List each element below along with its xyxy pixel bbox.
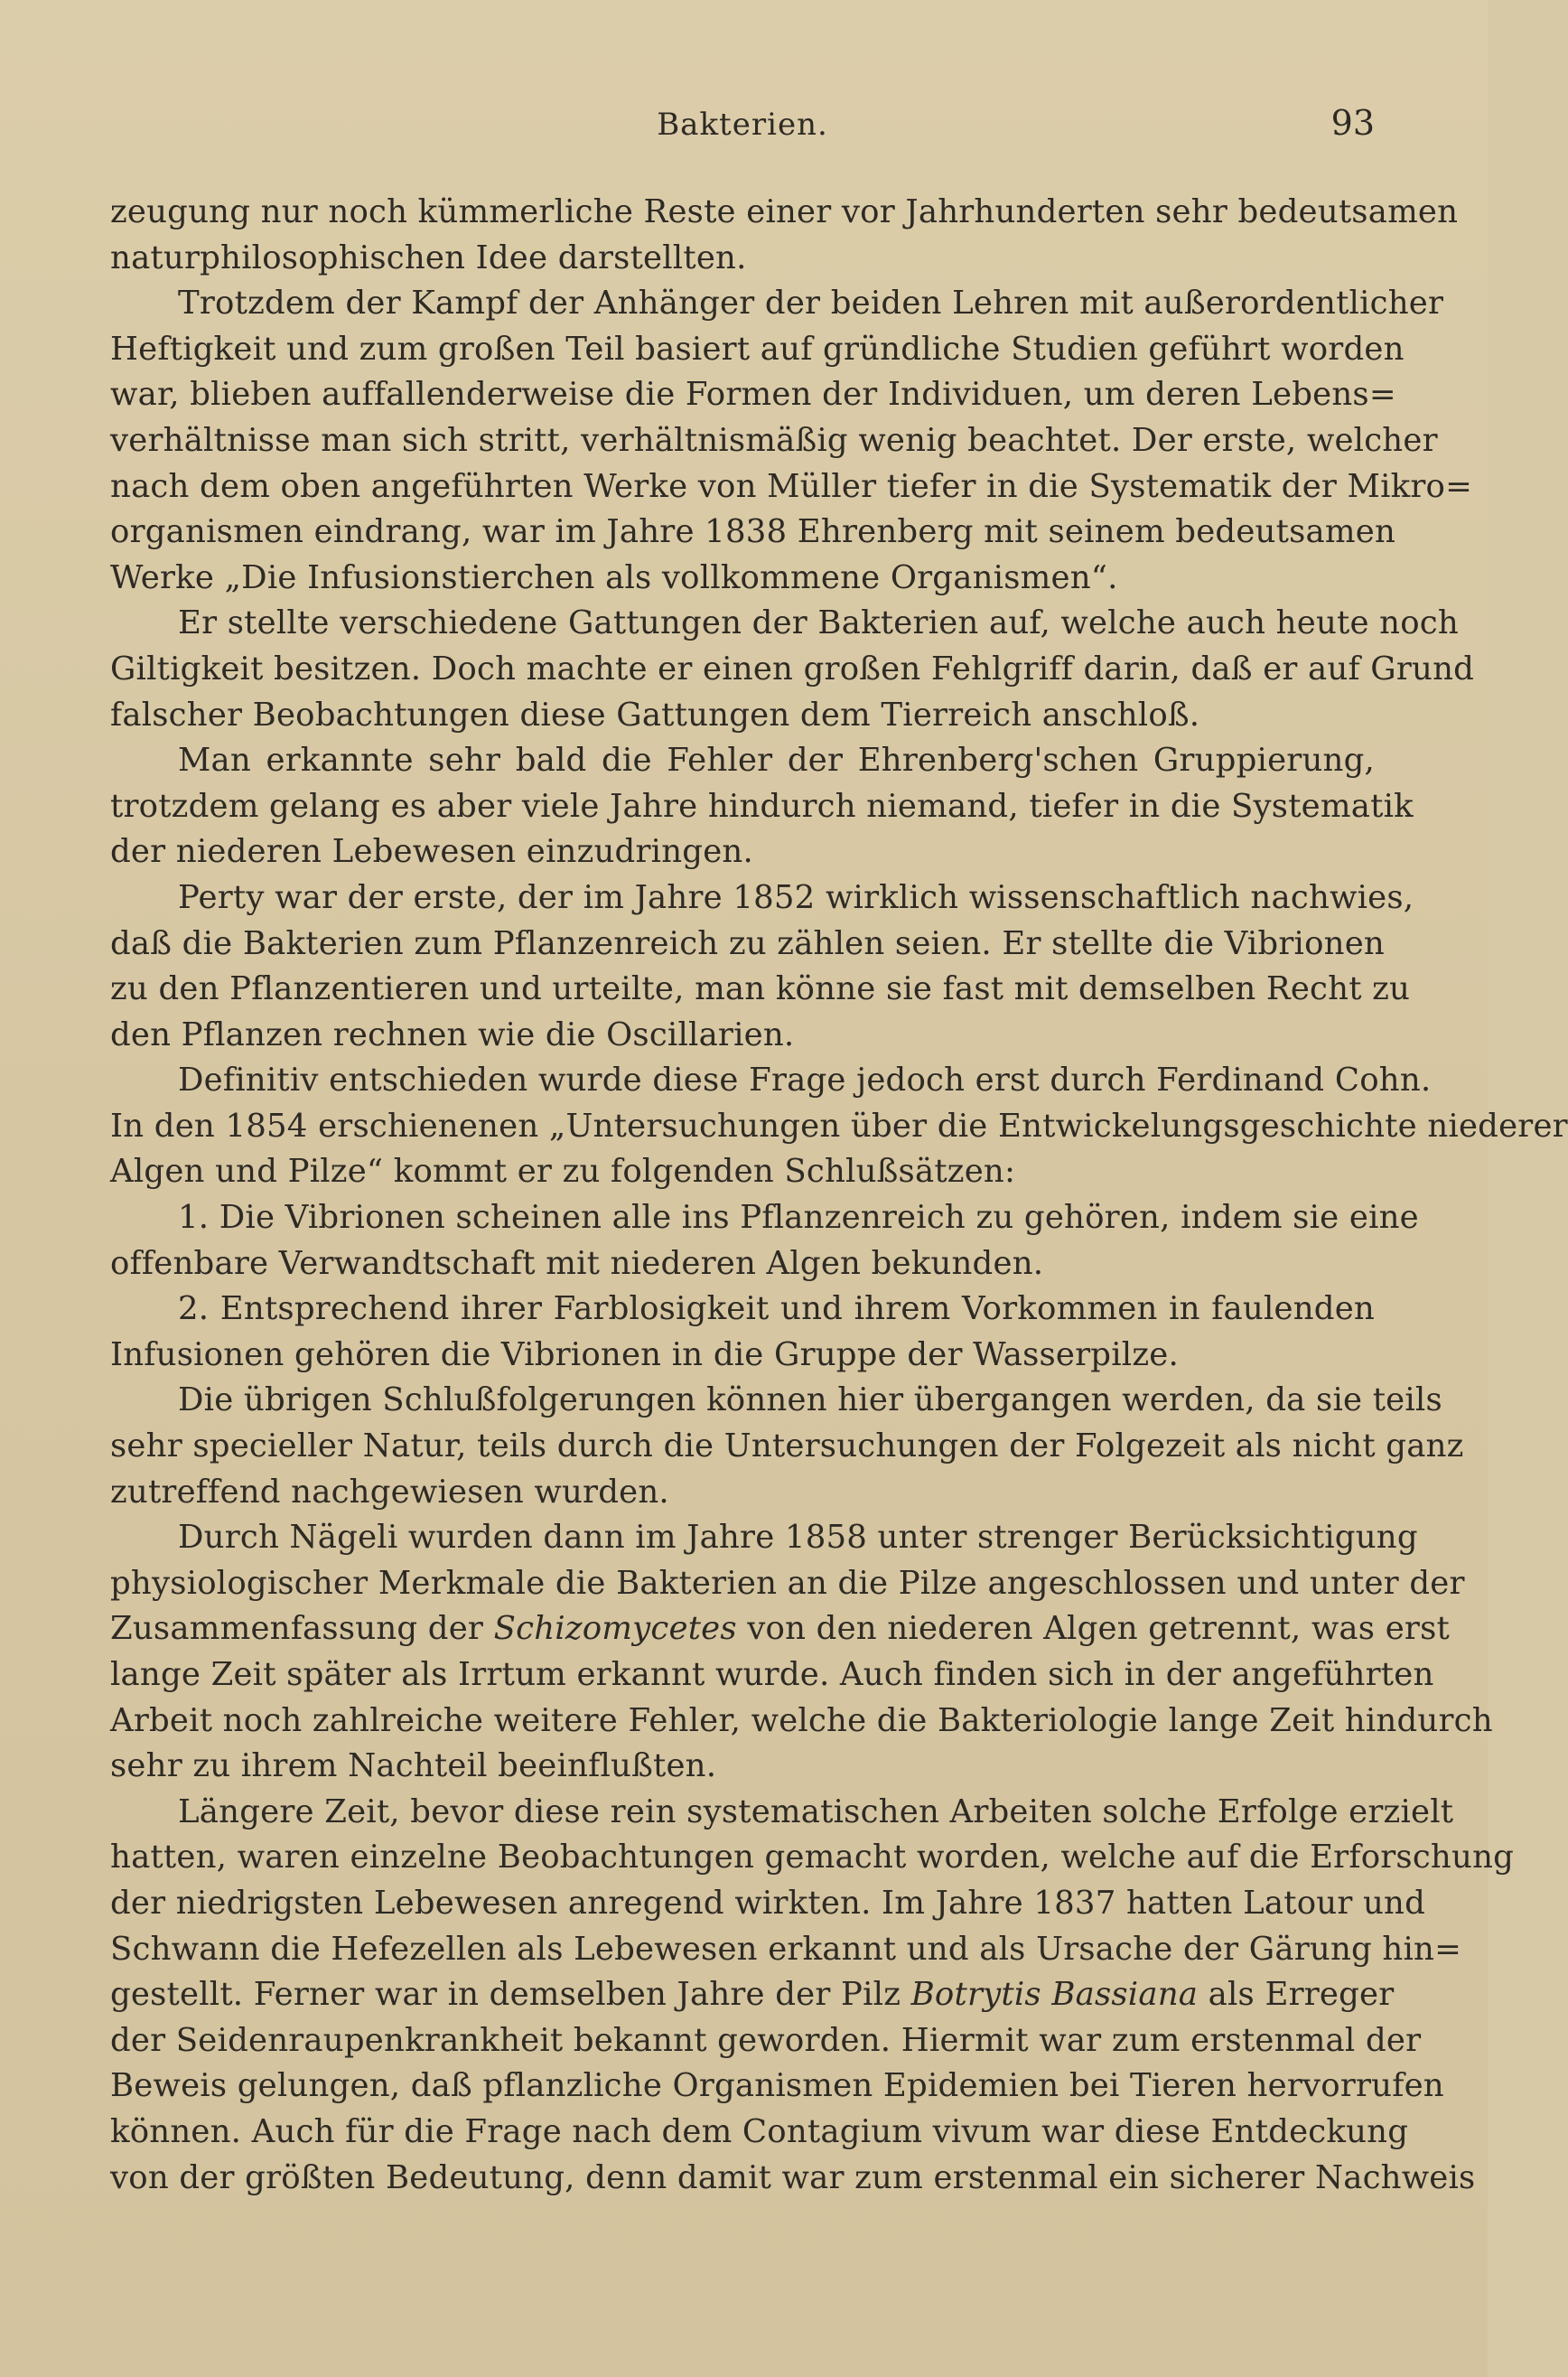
page-header	[110, 103, 1375, 150]
text-line	[110, 693, 1375, 739]
text-line-content: daß die Bakterien zum Pflanzenreich zu zählen seien. Er stellte die Vibrionen	[110, 924, 1385, 962]
text-line-content: den Pflanzen rechnen wie die Oscillarien.	[110, 1015, 795, 1053]
text-line	[110, 2063, 1444, 2110]
italic-term: Schizomycetes	[493, 1610, 737, 1648]
text-line-content: von der größten Bedeutung, denn damit war zum erstenmal ein sicherer Nachweis	[110, 2158, 1476, 2196]
text-line-continuation: als Erreger	[1198, 1976, 1395, 2014]
text-line	[110, 922, 1385, 968]
text-line-content: zeugung nur noch kümmerliche Reste einer vor Jahrhunderten sehr bedeutsamen	[110, 193, 1459, 230]
text-line-content: Giltigkeit besitzen. Doch machte er einen großen Fehlgriff darin, daß er auf Grund	[110, 650, 1475, 688]
text-line	[110, 1744, 1375, 1790]
text-line-content: Die übrigen Schlußfolgerungen können hier übergangen werden, da sie teils	[178, 1381, 1442, 1419]
text-line	[110, 784, 1414, 830]
text-line-content: war, blieben auffallenderweise die Formen der Individuen, um deren Lebens=	[110, 376, 1396, 414]
text-line	[110, 967, 1411, 1013]
text-line-content: naturphilosophischen Idee darstellten.	[110, 239, 747, 276]
text-line	[110, 1972, 1395, 2018]
text-line-content: Er stellte verschiedene Gattungen der Bakterien auf, welche auch heute noch	[178, 604, 1459, 642]
text-line	[110, 236, 1375, 282]
text-line	[110, 1927, 1462, 1973]
text-line	[110, 510, 1396, 556]
text-line	[110, 1561, 1465, 1607]
text-line-content: nach dem oben angeführten Werke von Müller tiefer in die Systematik der Mikro=	[110, 467, 1473, 505]
text-line	[110, 1699, 1493, 1745]
text-line	[110, 1424, 1464, 1470]
text-line	[110, 372, 1396, 418]
text-line-content: 1. Die Vibrionen scheinen alle ins Pflanzenreich zu gehören, indem sie eine	[178, 1199, 1419, 1237]
text-line-content: sehr specieller Natur, teils durch die Untersuchungen der Folgezeit als nicht ganz	[110, 1427, 1464, 1465]
text-line	[110, 1470, 1375, 1516]
text-line	[110, 464, 1473, 510]
text-line-content: In den 1854 erschienenen „Untersuchungen über die Entwickelungsgeschichte niederer	[110, 1107, 1568, 1145]
text-line-content: Zusammenfassung der	[110, 1610, 484, 1648]
text-line	[110, 556, 1375, 602]
text-line-content: gestellt. Ferner war in demselben Jahre der Pilz	[110, 1976, 901, 2014]
text-line	[110, 2156, 1476, 2202]
text-line-content: verhältnisse man sich stritt, verhältnismäßig wenig beachtet. Der erste, welcher	[110, 421, 1438, 459]
text-line-content: Infusionen gehören die Vibrionen in die Gruppe der Wasserpilze.	[110, 1335, 1179, 1373]
text-line-content: physiologischer Merkmale die Bakterien an die Pilze angeschlossen und unter der	[110, 1564, 1465, 1602]
text-line-content: Perty war der erste, der im Jahre 1852 wirklich wissenschaftlich nachwies,	[178, 878, 1414, 916]
text-line	[110, 829, 1375, 875]
text-line-content: Längere Zeit, bevor diese rein systematischen Arbeiten solche Erfolge erzielt	[178, 1792, 1454, 1830]
text-line-content: Werke „Die Infusionstierchen als vollkommene Organismen“.	[110, 558, 1118, 596]
text-line	[110, 327, 1405, 373]
text-line	[110, 738, 1375, 784]
text-line	[110, 281, 1444, 327]
text-line-content: sehr zu ihrem Nachteil beeinflußten.	[110, 1747, 717, 1785]
text-line-content: zutreffend nachgewiesen wurden.	[110, 1473, 669, 1511]
text-line-content: Beweis gelungen, daß pflanzliche Organismen Epidemien bei Tieren hervorrufen	[110, 2067, 1444, 2105]
text-line-content: trotzdem gelang es aber viele Jahre hindurch niemand, tiefer in die Systematik	[110, 787, 1414, 825]
text-line-content: offenbare Verwandtschaft mit niederen Algen bekunden.	[110, 1244, 1044, 1282]
text-line-content: Heftigkeit und zum großen Teil basiert auf gründliche Studien geführt worden	[110, 330, 1405, 368]
text-line-continuation: von den niederen Algen getrennt, was erst	[736, 1610, 1450, 1648]
page-number: 93	[1330, 103, 1375, 143]
text-line-content: Definitiv entschieden wurde diese Frage jedoch erst durch Ferdinand Cohn.	[178, 1062, 1432, 1100]
text-line	[110, 1013, 1375, 1059]
text-line-content: lange Zeit später als Irrtum erkannt wurde. Auch finden sich in der angeführten	[110, 1656, 1434, 1693]
text-line	[110, 1104, 1568, 1150]
text-line-content: organismen eindrang, war im Jahre 1838 Ehrenberg mit seinem bedeutsamen	[110, 513, 1396, 551]
text-line	[110, 1835, 1515, 1881]
text-line-content: Arbeit noch zahlreiche weitere Fehler, welche die Bakteriologie lange Zeit hindurch	[110, 1701, 1493, 1739]
text-line	[110, 1241, 1375, 1287]
text-line	[110, 1881, 1426, 1927]
running-head: Bakterien.	[657, 107, 828, 143]
text-line-content: zu den Pflanzentieren und urteilte, man könne sie fast mit demselben Recht zu	[110, 970, 1411, 1008]
text-line	[110, 1652, 1434, 1699]
text-line-content: der niedrigsten Lebewesen anregend wirkten. Im Jahre 1837 hatten Latour und	[110, 1884, 1426, 1922]
text-line	[110, 1333, 1375, 1379]
text-line	[110, 601, 1459, 647]
text-line	[110, 2110, 1409, 2156]
text-line	[110, 875, 1414, 922]
text-line-content: Schwann die Hefezellen als Lebewesen erkannt und als Ursache der Gärung hin=	[110, 1930, 1462, 1968]
body-text	[110, 190, 1568, 2201]
text-line-content: falscher Beobachtungen diese Gattungen dem Tierreich anschloß.	[110, 696, 1200, 734]
text-line	[110, 647, 1475, 693]
text-line	[110, 1606, 1450, 1652]
text-line	[110, 1287, 1375, 1333]
text-line-content: hatten, waren einzelne Beobachtungen gemacht worden, welche auf die Erforschung	[110, 1839, 1515, 1876]
text-line	[110, 1058, 1432, 1104]
text-line-content: der Seidenraupenkrankheit bekannt geworden. Hiermit war zum erstenmal der	[110, 2021, 1422, 2059]
text-line	[110, 190, 1459, 236]
text-line-content: Durch Nägeli wurden dann im Jahre 1858 unter strenger Berücksichtigung	[178, 1519, 1418, 1557]
text-line	[110, 1195, 1419, 1241]
text-line	[110, 1790, 1454, 1836]
text-line	[110, 418, 1438, 464]
text-line	[110, 1515, 1418, 1561]
text-line	[110, 2018, 1422, 2064]
text-line	[110, 1149, 1375, 1195]
text-line	[110, 1378, 1442, 1424]
text-line-content: 2. Entsprechend ihrer Farblosigkeit und ihrem Vorkommen in faulenden	[178, 1290, 1375, 1328]
text-line-content: Man erkannte sehr bald die Fehler der Ehrenberg'schen Gruppierung,	[178, 742, 1375, 780]
text-line-content: Trotzdem der Kampf der Anhänger der beiden Lehren mit außerordentlicher	[178, 285, 1444, 323]
text-line-content: Algen und Pilze“ kommt er zu folgenden Schlußsätzen:	[110, 1153, 1016, 1191]
text-line-content: der niederen Lebewesen einzudringen.	[110, 833, 753, 871]
italic-term: Botrytis Bassiana	[910, 1976, 1199, 2014]
text-line-content: können. Auch für die Frage nach dem Contagium vivum war diese Entdeckung	[110, 2112, 1409, 2150]
